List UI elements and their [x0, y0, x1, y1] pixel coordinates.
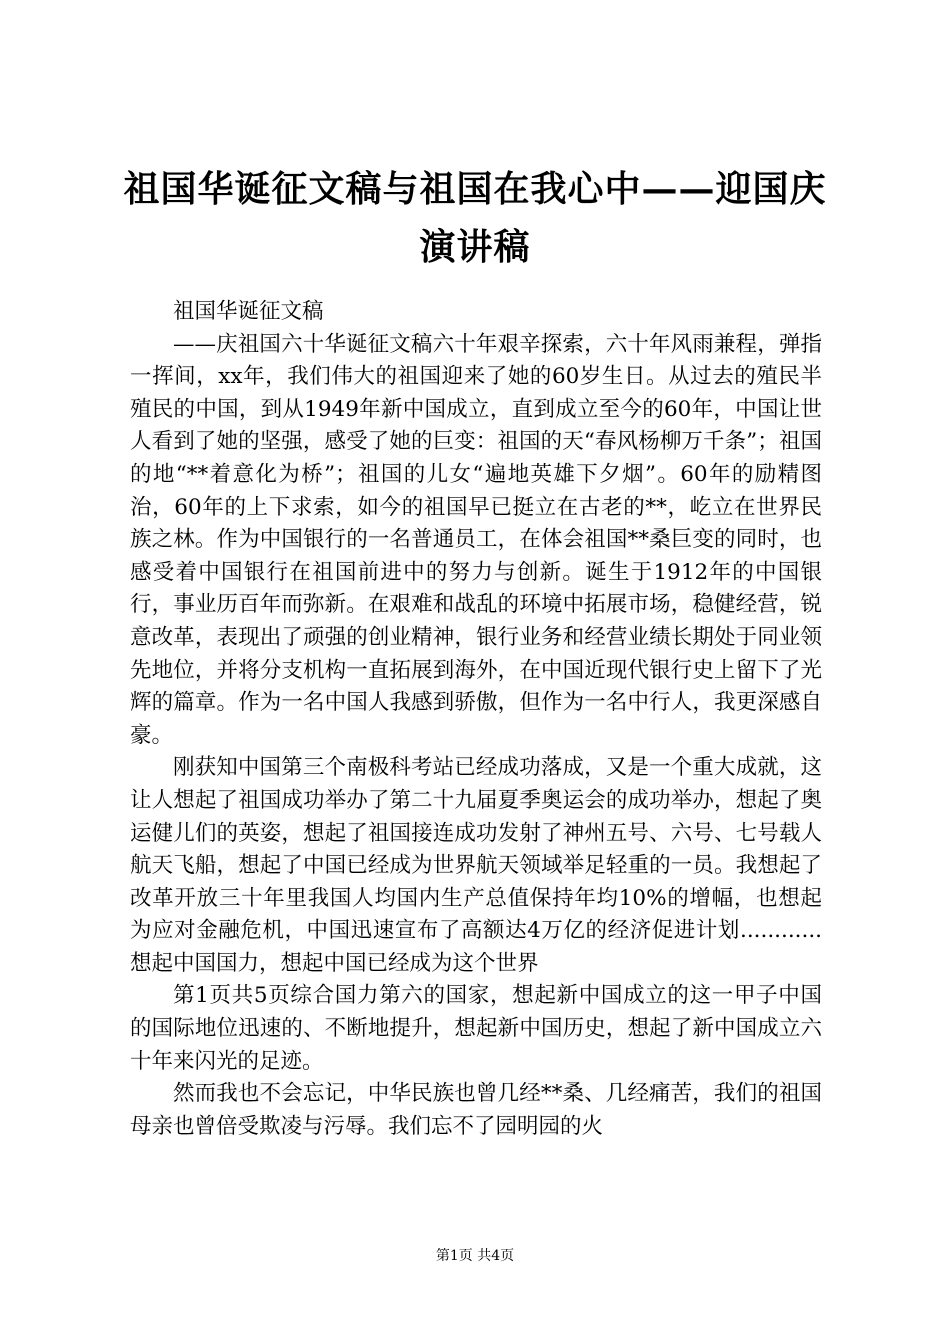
paragraph: 刚获知中国第三个南极科考站已经成功落成，又是一个重大成就，这让人想起了祖国成功举办了第二十九届夏季奥运会的成功举办，想起了奥运健儿们的英姿，想起了祖国接连成功发射了神州五号、六号、七号载人航天飞船，想起了中国已经成为世界航天领域举足轻重的一员。我想起了改革开放三十年里我国人均国内生产总值保持年均10%的增幅，也想起为应对金融危机，中国迅速宣布了高额达4万亿的经济促进计划............想起中国国力，想起中国已经成为这个世界 — [130, 755, 822, 976]
document-body — [130, 296, 822, 1143]
paragraph: 然而我也不会忘记，中华民族也曾几经**桑、几经痛苦，我们的祖国母亲也曾倍受欺凌与污辱。我们忘不了园明园的火 — [130, 1081, 822, 1139]
paragraph: ——庆祖国六十华诞征文稿六十年艰辛探索，六十年风雨兼程，弹指一挥间，xx年，我们伟大的祖国迎来了她的60岁生日。从过去的殖民半殖民的中国，到从1949年新中国成立，直到成立至今的60年，中国让世人看到了她的坚强，感受了她的巨变：祖国的天“春风杨柳万千条”；祖国的地“**着意化为桥”；祖国的儿女“遍地英雄下夕烟”。60年的励精图治，60年的上下求索，如今的祖国早已挺立在古老的**，屹立在世界民族之林。作为中国银行的一名普通员工，在体会祖国**桑巨变的同时，也感受着中国银行在祖国前进中的努力与创新。诞生于1912年的中国银行，事业历百年而弥新。在艰难和战乱的环境中拓展市场，稳健经营，锐意改革，表现出了顽强的创业精神，银行业务和经营业绩长期处于同业领先地位，并将分支机构一直拓展到海外，在中国近现代银行史上留下了光辉的篇章。作为一名中国人我感到骄傲，但作为一名中行人，我更深感自豪。 — [130, 331, 822, 748]
paragraph: 第1页共5页综合国力第六的国家，想起新中国成立的这一甲子中国的国际地位迅速的、不断地提升，想起新中国历史，想起了新中国成立六十年来闪光的足迹。 — [130, 983, 822, 1074]
paragraph-subtitle: 祖国华诞征文稿 — [173, 299, 324, 324]
page-number-footer: 第1页 共4页 — [435, 1248, 515, 1264]
document-title: 祖国华诞征文稿与祖国在我心中——迎国庆演讲稿 — [123, 168, 827, 268]
